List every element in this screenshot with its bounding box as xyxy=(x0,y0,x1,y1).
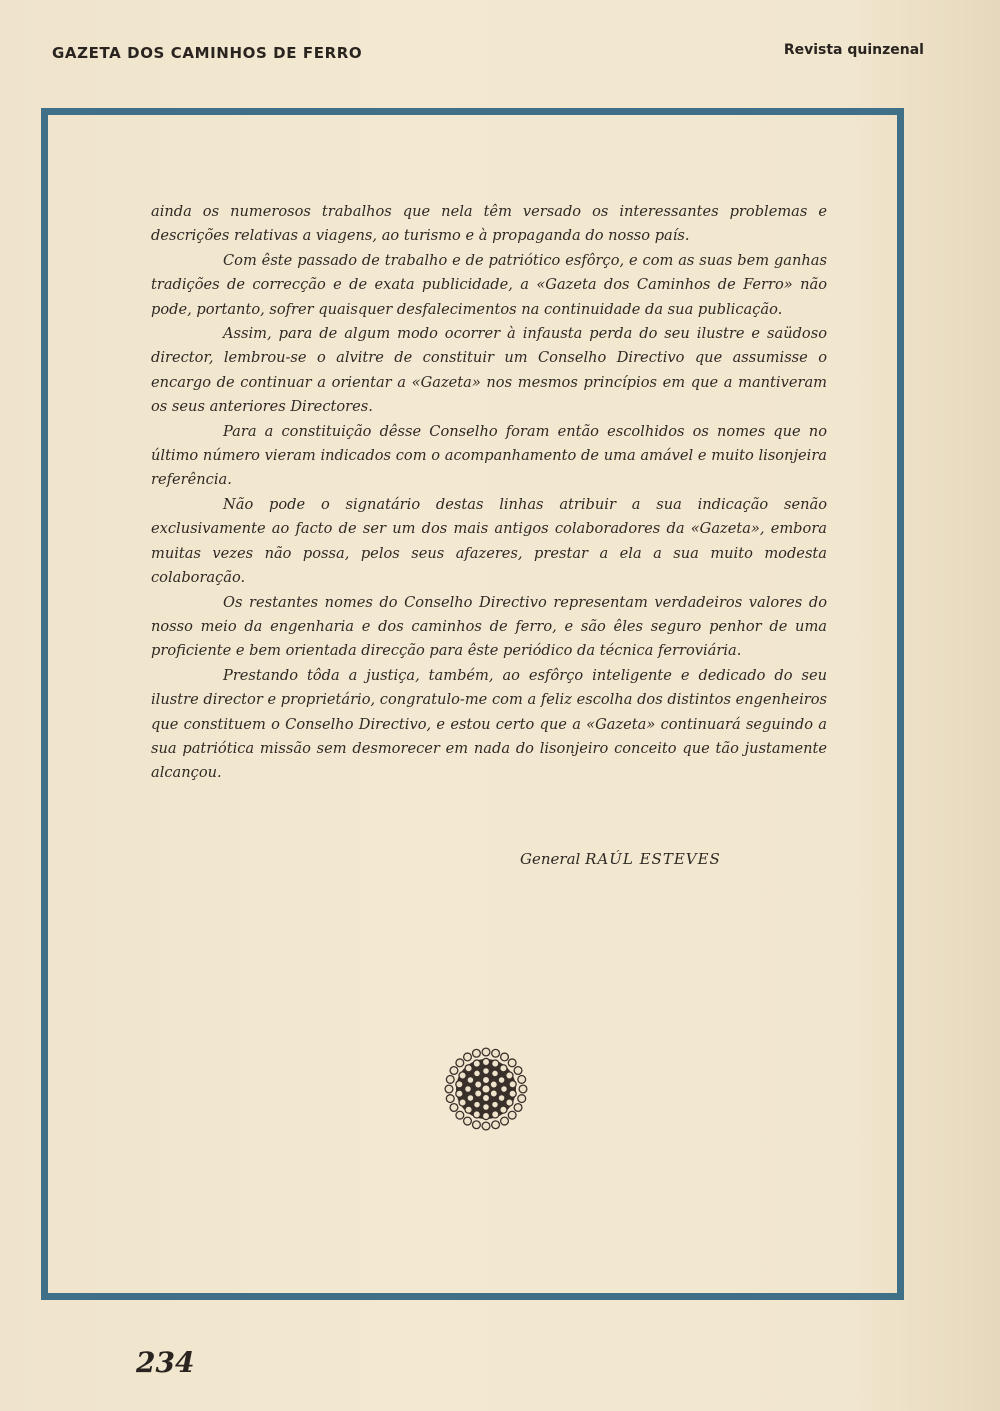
rosette-ornament-icon xyxy=(443,1046,529,1132)
article-body xyxy=(151,200,827,786)
signature xyxy=(520,850,721,868)
paragraph: Com êste passado de trabalho e de patriótico esfôrço, e com as suas bem ganhas tradições de correcção e de exata publicidade, a «Gazeta dos Caminhos de Ferro» não pode, portanto, sofrer quaisquer desfalecimentos na continuidade da sua publicação. xyxy=(151,251,827,318)
signature-name: RAÚL ESTEVES xyxy=(585,850,721,868)
publication-frequency: Revista quinzenal xyxy=(783,42,924,58)
paragraph-continuation: ainda os numerosos trabalhos que nela têm versado os interessantes problemas e descrições relativas a viagens, ao turismo e à propaganda do nosso país. xyxy=(151,203,827,245)
publication-title: GAZETA DOS CAMINHOS DE FERRO xyxy=(52,44,363,62)
paragraph: Não pode o signatário destas linhas atribuir a sua indicação senão exclusivamente ao facto de ser um dos mais antigos colaboradores da «Gazeta», embora muitas vezes não possa, pelos seus afazeres, prestar a ela a sua muito modesta colaboração. xyxy=(151,495,827,587)
paragraph: Para a constituição dêsse Conselho foram então escolhidos os nomes que no último número vieram indicados com o acompanhamento de uma amável e muito lisonjeira referência. xyxy=(151,422,827,489)
paragraph: Assim, para de algum modo ocorrer à infausta perda do seu ilustre e saüdoso director, lembrou-se o alvitre de constituir um Conselho Directivo que assumisse o encargo de continuar a orientar a «Gazeta» nos mesmos princípios em que a mantiveram os seus anteriores Directores. xyxy=(151,325,827,416)
paragraph: Os restantes nomes do Conselho Directivo representam verdadeiros valores do nosso meio da engenharia e dos caminhos de ferro, e são êles seguro penhor de uma proficiente e bem orientada direcção para êste periódico da técnica ferroviária. xyxy=(151,593,827,660)
signature-title: General xyxy=(520,850,581,868)
paragraph: Prestando tôda a justiça, também, ao esfôrço inteligente e dedicado do seu ilustre director e proprietário, congratulo-me com a feliz escolha dos distintos engenheiros que constituem o Conselho Directivo, e estou certo que a «Gazeta» continuará seguindo a sua patriótica missão sem desmorecer em nada do lisonjeiro conceito que tão justamente alcançou. xyxy=(151,666,827,782)
page-number: 234 xyxy=(136,1346,195,1379)
